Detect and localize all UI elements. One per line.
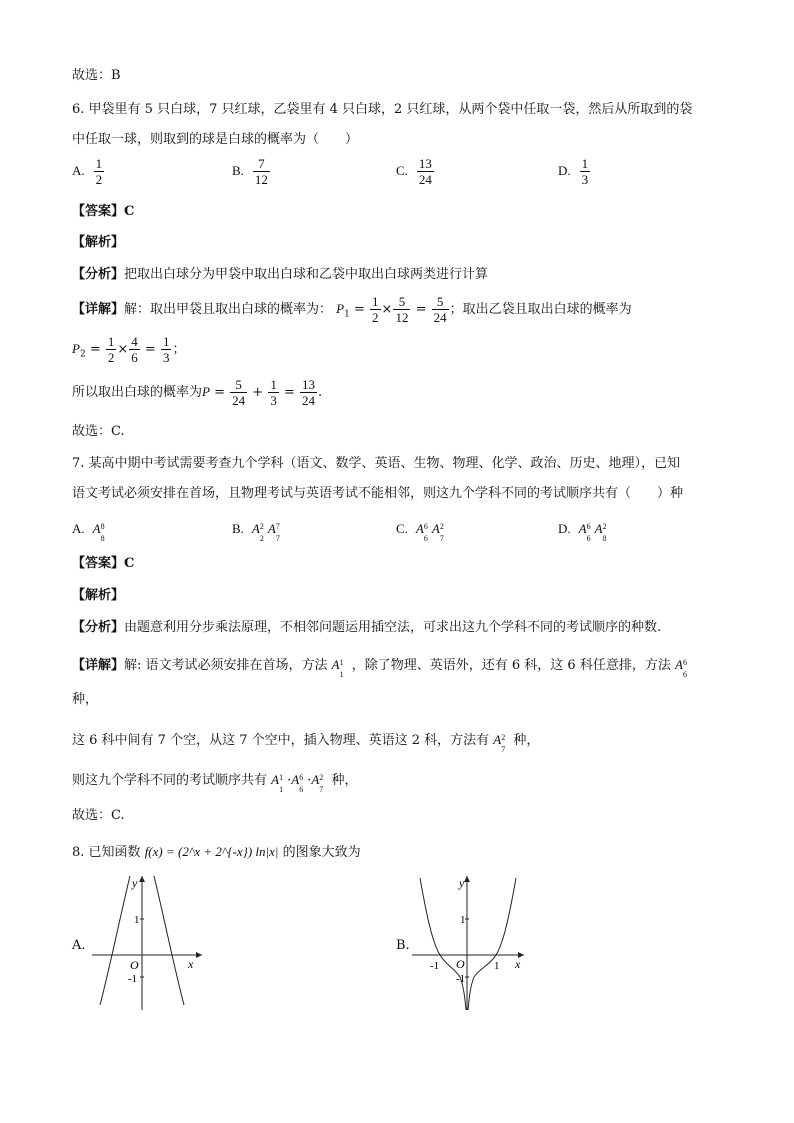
q7-option-d-expr: A 6 6 A 2 8 xyxy=(578,521,607,544)
q7-analysis-title: 【解析】 xyxy=(72,588,125,603)
q6-fenxi: 【分析】把取出白球分为甲袋中取出白球和乙袋中取出白球两类进行计算 xyxy=(72,267,489,282)
graph-b-tick-1: 1 xyxy=(460,914,466,926)
q8-graph-a-label: A. xyxy=(72,938,86,953)
graph-b-origin: O xyxy=(456,957,465,971)
graph-a-tick-1: 1 xyxy=(134,914,140,926)
q6-conclusion: 故选：C. xyxy=(72,424,125,439)
q7-option-b: B. A 2 2 A 7 7 xyxy=(232,519,284,540)
perm-a66: A 6 6 xyxy=(674,657,687,680)
graph-b-curve-right xyxy=(468,878,516,1010)
q8-stem: 8. 已知函数 f(x) = (2^x + 2^{-x}) ln|x| 的图象大致为 xyxy=(72,844,361,860)
graph-a-y-arrow xyxy=(139,876,145,882)
q7-fenxi: 【分析】由题意利用分步乘法原理，不相邻问题运用插空法，可求出这九个学科不同的考试顺序的种数. xyxy=(72,620,662,635)
perm-a66-b: A 6 6 xyxy=(291,772,304,795)
graph-b-tick-m1: -1 xyxy=(456,973,466,985)
perm-a72-b: A 2 7 xyxy=(311,772,324,795)
graph-b-xtick-m1: -1 xyxy=(430,960,440,972)
q6-detail-line1: 【详解】解：取出甲袋且取出白球的概率为： $P_1$ = $\frac{1}{2}$ × $\frac{5}{12}$ = $\frac{5}{24}$ ；取出乙袋且取出白球的概率为 xyxy=(72,294,632,325)
graph-a-tick-m1: -1 xyxy=(128,973,138,985)
q6-option-a: A. $\frac{1}{2}$ xyxy=(72,156,103,187)
q6-answer: 【答案】C xyxy=(72,204,135,219)
perm-a11: A 1 1 xyxy=(331,657,344,680)
q6-option-b: B. $\frac{7}{12}$ xyxy=(232,156,268,187)
q6-p2: $P_2$ = $\frac{1}{2}$ × $\frac{4}{6}$ = $\frac{1}{3}$ ； xyxy=(72,334,186,365)
q6-total: 所以取出白球的概率为P = $\frac{5}{24}$ + $\frac{1}{3}$ = $\frac{13}{24}$ . xyxy=(72,377,323,408)
q7-detail-line1: 【详解】解: 语文考试必须安排在首场，方法 A 1 1 ，除了物理、英语外，还有 6 科，这 6 科任意排，方法 A 6 6 xyxy=(72,655,691,676)
graph-a-x-label: x xyxy=(188,957,194,971)
q8-graph-b-label: B. xyxy=(396,938,410,953)
perm-a72: A 2 7 xyxy=(493,732,506,755)
q7-stem-line1: 7. 某高中期中考试需要考查九个学科（语文、数学、英语、生物、物理、化学、政治、历史、地理），已知 xyxy=(72,456,681,471)
q7-conclusion: 故选：C. xyxy=(72,808,125,823)
graph-b-y-arrow xyxy=(464,876,470,882)
graph-b-y-label: y xyxy=(459,876,465,890)
graph-a-origin: O xyxy=(130,958,139,972)
q6-option-c: C. $\frac{13}{24}$ xyxy=(396,156,432,187)
graph-a-y-label: y xyxy=(132,876,138,890)
q8-graph-b xyxy=(412,872,532,1012)
q6-analysis-title: 【解析】 xyxy=(72,235,125,250)
q8-function: f(x) = (2^x + 2^{-x}) ln|x| xyxy=(144,844,279,859)
q7-detail-line2: 种， xyxy=(72,692,99,707)
graph-a-x-arrow xyxy=(196,952,202,958)
q7-option-a: A. A 8 8 xyxy=(72,519,109,540)
q6-stem-line1: 6. 甲袋里有 5 只白球，7 只红球，乙袋里有 4 只白球，2 只红球，从两个袋中任取一袋，然后从所取到的袋 xyxy=(72,102,693,117)
q6-stem-line2: 中任取一球，则取到的球是白球的概率为（ ） xyxy=(72,132,359,147)
graph-b-xtick-1: 1 xyxy=(494,960,500,972)
graph-a-curve-right xyxy=(154,876,184,1005)
graph-b-curve-left xyxy=(420,878,466,1010)
q7-detail-line4: 则这九个学科不同的考试顺序共有 A 1 1 ·A 6 6 ·A 2 7 种， xyxy=(72,772,358,795)
q7-answer: 【答案】C xyxy=(72,556,135,571)
q8-graph-a xyxy=(92,872,212,1012)
q7-detail-line3: 这 6 科中间有 7 个空，从这 7 个空中，插入物理、英语这 2 科，方法有 A 2 7 种， xyxy=(72,732,540,755)
graph-b-x-label: x xyxy=(515,957,521,971)
q7-option-d: D. A 6 6 A 2 8 xyxy=(558,519,611,540)
q7-option-c: C. A 6 6 A 2 7 xyxy=(396,519,448,540)
q7-stem-line2: 语文考试必须安排在首场，且物理考试与英语考试不能相邻，则这九个学科不同的考试顺序共有（ ）种 xyxy=(72,486,684,501)
q6-option-d: D. $\frac{1}{3}$ xyxy=(558,156,589,187)
prev-conclusion: 故选：B xyxy=(72,68,121,83)
q7-option-b-expr: A 2 2 A 7 7 xyxy=(251,521,280,544)
graph-a-curve-left xyxy=(100,876,130,1005)
q7-option-a-expr: A 8 8 xyxy=(92,521,105,544)
perm-a11-b: A 1 1 xyxy=(271,772,284,795)
q7-option-c-expr: A 6 6 A 2 7 xyxy=(415,521,444,544)
